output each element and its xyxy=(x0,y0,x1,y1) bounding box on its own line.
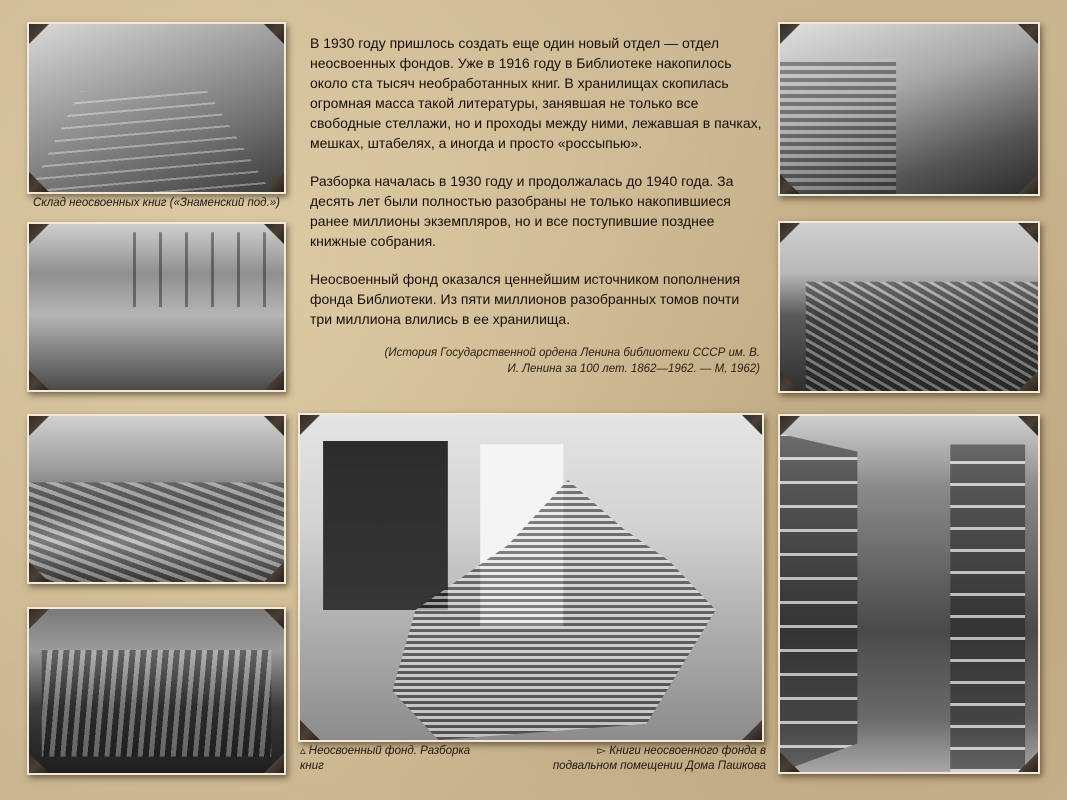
photo-hall-crowded xyxy=(778,221,1040,393)
caption-sorting: ▵ Неосвоенный фонд. Разборка книг xyxy=(300,745,471,772)
main-text xyxy=(310,33,765,347)
photo-staircase-warehouse xyxy=(27,22,286,194)
photo-reading-room-shelves xyxy=(27,222,286,392)
caption-basement: ▻ Книги неосвоенного фонда в подвальном помещении Дома Пашкова xyxy=(552,745,766,772)
photo-stacks-workers xyxy=(778,22,1040,196)
photo-hall-book-piles xyxy=(27,414,286,584)
paragraph-1: В 1930 году пришлось создать еще один новый отдел — отдел неосвоенных фондов. Уже в 1916 году в Библиотеке накопилось около ста тысяч необработанных книг. В хранилищах скопилась огромная масса такой литературы, занявшая не только все свободные стеллажи, но и проходы между ними, лежавшая в пачках, мешках, штабелях, а иногда и просто «россыпью». xyxy=(310,35,762,151)
citation: (История Государственной ордена Ленина библиотеки СССР им. В. И. Ленина за 100 лет. 1862—1962. — М, 1962) xyxy=(384,347,760,375)
paragraph-3: Неосвоенный фонд оказался ценнейшим источником пополнения фонда Библиотеки. Из пяти миллионов разобранных томов почти три миллиона влились в ее хранилища. xyxy=(310,271,741,327)
triangle-up-icon: ▵ xyxy=(300,745,306,757)
photo-basement-shelves xyxy=(778,414,1040,774)
triangle-right-icon: ▻ xyxy=(597,745,607,757)
caption-warehouse: Склад неосвоенных книг («Знаменский под.») xyxy=(33,197,280,209)
paragraph-2: Разборка началась в 1930 году и продолжалась до 1940 года. За десять лет были полностью разобраны не только накопившиеся ранее миллионы экземпляров, но и все поступившие позднее книжные собрания. xyxy=(310,173,734,249)
photo-workers-sorting xyxy=(27,607,286,775)
photo-room-sorting-tables xyxy=(298,413,764,742)
